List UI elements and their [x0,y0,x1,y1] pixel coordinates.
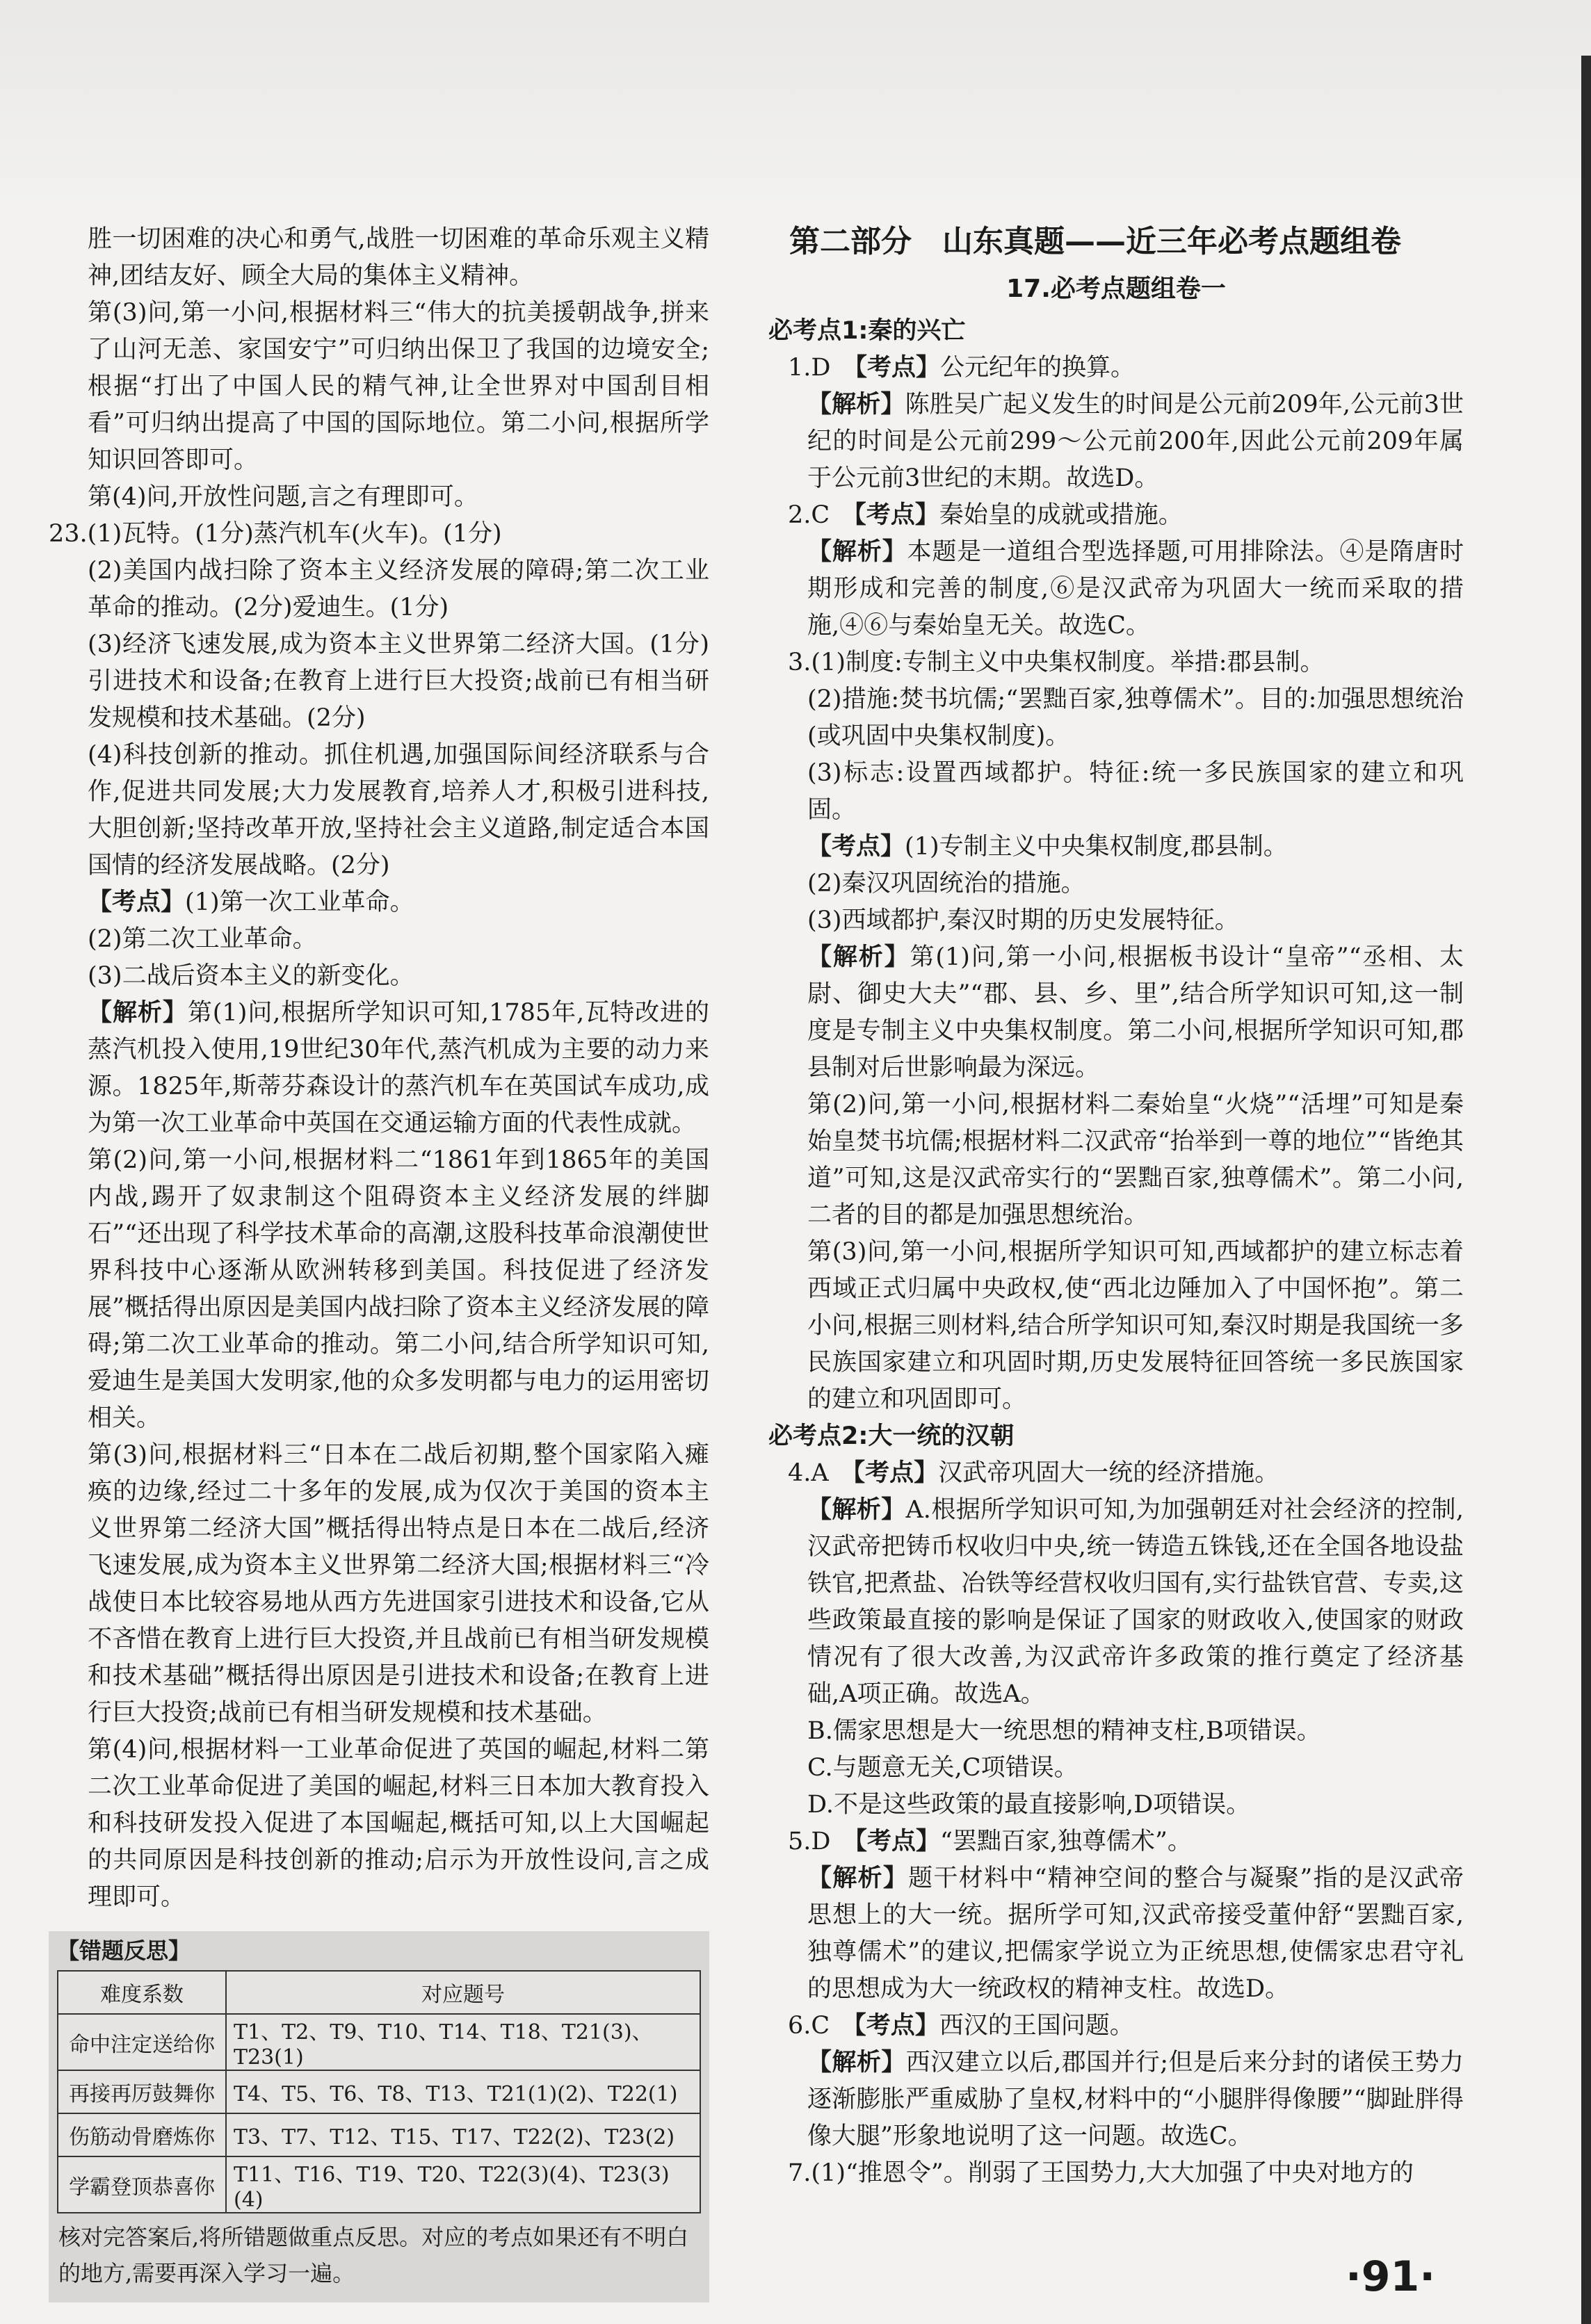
left-paragraph [49,1437,709,1732]
paragraph-text: 陈胜吴广起义发生的时间是公元前209年,公元前3世纪的时间是公元前299～公元前200年,因此公元前209年属于公元前3世纪的末期。故选D。 [807,391,1464,492]
right-column [768,221,1464,2192]
section-tag: 【解析】 [807,943,910,971]
right-paragraph [768,939,1464,1087]
paragraph-text: 西汉的王国问题。 [939,2012,1134,2040]
question-list-cell: T1、T2、T9、T10、T14、T18、T21(3)、T23(1) [226,2014,700,2070]
right-paragraph [768,681,1464,755]
question-list-cell: T3、T7、T12、T15、T17、T22(2)、T23(2) [226,2113,700,2156]
right-paragraph [768,2045,1464,2155]
paragraph-text: (2)秦汉巩固统治的措施。 [807,870,1085,897]
paragraph-text: 3.(1)制度:专制主义中央集权制度。举措:郡县制。 [788,649,1325,676]
paragraph-text: (1)第一次工业革命。 [185,888,414,916]
right-paragraph [768,497,1464,534]
paragraph-text: 7.(1)“推恩令”。削弱了王国势力,大大加强了中央对地方的 [788,2159,1414,2187]
left-paragraph [49,516,709,553]
paragraph-text: 题干材料中“精神空间的整合与凝聚”指的是汉武帝思想上的大一统。据所学可知,汉武帝接受董仲舒“罢黜百家,独尊儒术”的建议,把儒家学说立为正统思想,使儒家忠君守礼的思想成为大一统政权的精神支柱。故选D。 [807,1864,1464,2003]
question-number: 1.D [788,354,855,382]
reflection-title: 【错题反思】 [57,1937,191,1964]
top-margin-band [0,0,1591,209]
paragraph-text: 第(2)问,第一小问,根据材料二“1861年到1865年的美国内战,踢开了奴隶制这个阻碍资本主义经济发展的绊脚石”“还出现了科学技术革命的高潮,这股科技革命浪潮使世界科技中心逐渐从欧洲转移到美国。科技促进了经济发展”概括得出原因是美国内战扫除了资本主义经济发展的障碍;第二次工业革命的推动。第二小问,结合所学知识可知,爱迪生是美国大发明家,他的众多发明都与电力的运用密切相关。 [88,1146,709,1432]
right-paragraph [768,1750,1464,1787]
section-tag: 【考点】 [88,888,186,916]
table-row [58,2070,700,2113]
right-paragraph [768,1787,1464,1823]
paragraph-text: (1)专制主义中央集权制度,郡县制。 [905,833,1288,861]
section-tag: 【解析】 [807,1496,906,1524]
right-paragraph [768,350,1464,387]
key-point-heading: 必考点2:大一统的汉朝 [768,1422,1015,1450]
right-paragraph [768,644,1464,681]
paragraph-text: 第(1)问,根据所学知识可知,1785年,瓦特改进的蒸汽机投入使用,19世纪30年代,蒸汽机成为主要的动力来源。1825年,斯蒂芬森设计的蒸汽机车在英国试车成功,成为第一次工业革命中英国在交通运输方面的代表性成就。 [88,999,709,1137]
section-tag: 【考点】 [807,833,905,861]
paragraph-text: 第(3)问,第一小问,根据材料三“伟大的抗美援朝战争,拼来了山河无恙、家国安宁”可归纳出保卫了我国的边境安全;根据“打出了中国人民的精气神,让全世界对中国刮目相看”可归纳出提高了中国的国际地位。第二小问,根据所学知识回答即可。 [88,299,709,474]
part-title: 第二部分 山东真题——近三年必考点题组卷 [789,224,1401,259]
right-paragraph [768,387,1464,497]
paragraph-text: 西汉建立以后,郡国并行;但是后来分封的诸侯王势力逐渐膨胀严重威胁了皇权,材料中的“小腿胖得像腰”“脚趾胖得像大腿”形象地说明了这一问题。故选C。 [807,2049,1464,2150]
paragraph-text: (3)标志:设置西域都护。特征:统一多民族国家的建立和巩固。 [807,759,1464,824]
right-paragraph [768,755,1464,829]
left-paragraph [49,295,709,479]
left-paragraph [49,995,709,1142]
section-title: 17.必考点题组卷一 [1006,275,1226,303]
key-point-heading: 必考点1:秦的兴亡 [768,317,966,345]
right-paragraph [768,534,1464,644]
question-number: 6.C [788,2012,855,2040]
right-paragraph [768,1823,1464,1860]
paragraph-text: 第(3)问,根据材料三“日本在二战后初期,整个国家陷入瘫痪的边缘,经过二十多年的发展,成为仅次于美国的资本主义世界第二经济大国”概括得出特点是日本在二战后,经济飞速发展,成为资本主义世界第二经济大国;根据材料三“冷战使日本比较容易地从西方先进国家引进技术和设备,它从不吝惜在教育上进行巨大投资,并且战前已有相当研发规模和技术基础”概括得出原因是引进技术和设备;在教育上进行巨大投资;战前已有相当研发规模和技术基础。 [88,1441,709,1727]
section-tag: 【考点】 [854,501,939,529]
question-number: 2.C [788,501,855,529]
error-reflection-box [49,1931,709,2302]
question-list-cell: T4、T5、T6、T8、T13、T21(1)(2)、T22(1) [226,2070,700,2113]
left-paragraph [49,1732,709,1916]
right-paragraph [768,829,1464,866]
right-paragraph [768,1455,1464,1492]
page-number: ·91· [1346,2252,1436,2301]
right-paragraph [768,2155,1464,2192]
paragraph-text: (3)经济飞速发展,成为资本主义世界第二经济大国。(1分)引进技术和设备;在教育上进行巨大投资;战前已有相当研发规模和技术基础。(2分) [88,631,709,732]
difficulty-cell: 再接再厉鼓舞你 [58,2070,226,2113]
table-row [58,2014,700,2070]
left-paragraph [49,221,709,295]
paragraph-text: 第(3)问,第一小问,根据所学知识可知,西域都护的建立标志着西域正式归属中央政权,使“西北边陲加入了中国怀抱”。第二小问,根据三则材料,结合所学知识可知,秦汉时期是我国统一多民族国家建立和巩固时期,历史发展特征回答统一多民族国家的建立和巩固即可。 [807,1238,1464,1413]
left-paragraph [49,1142,709,1437]
column-header: 难度系数 [58,1971,226,2014]
section-tag: 【解析】 [807,538,907,566]
paragraph-text: 汉武帝巩固大一统的经济措施。 [938,1459,1279,1487]
paragraph-text: 23.(1)瓦特。(1分)蒸汽机车(火车)。(1分) [49,520,502,548]
paragraph-text: C.与题意无关,C项错误。 [807,1754,1079,1782]
left-paragraph [49,553,709,626]
left-paragraph [49,884,709,921]
right-paragraph [768,1492,1464,1713]
section-tag: 【解析】 [807,2049,906,2077]
question-number: 4.A [788,1459,853,1487]
reflection-note: 核对完答案后,将所错题做重点反思。对应的考点如果还有不明白的地方,需要再深入学习一遍。 [58,2224,689,2286]
right-content [768,313,1464,2192]
paragraph-text: (2)措施:焚书坑儒;“罢黜百家,独尊儒术”。目的:加强思想统治(或巩固中央集权制度)。 [807,685,1464,750]
section-tag: 【解析】 [807,391,905,419]
right-paragraph [768,866,1464,902]
paragraph-text: 第(1)问,第一小问,根据板书设计“皇帝”“丞相、太尉、御史大夫”“郡、县、乡、里”,结合所学知识可知,这一制度是专制主义中央集权制度。第二小问,根据所学知识可知,郡县制对后世影响最为深远。 [807,943,1464,1082]
section-tag: 【考点】 [854,2012,939,2040]
paragraph-text: (3)二战后资本主义的新变化。 [88,962,414,990]
paragraph-text: (4)科技创新的推动。抓住机遇,加强国际间经济联系与合作,促进共同发展;大力发展教育,培养人才,积极引进科技,大胆创新;坚持改革开放,坚持社会主义道路,制定适合本国国情的经济发展战略。(2分) [88,741,709,879]
difficulty-cell: 学霸登顶恭喜你 [58,2156,226,2213]
column-header: 对应题号 [226,1971,700,2014]
paragraph-text: (2)美国内战扫除了资本主义经济发展的障碍;第二次工业革命的推动。(2分)爱迪生。(1分) [88,557,709,621]
left-paragraph [49,626,709,737]
paragraph-text: A.根据所学知识可知,为加强朝廷对社会经济的控制,汉武帝把铸币权收归中央,统一铸造五铢钱,还在全国各地设盐铁官,把煮盐、冶铁等经营权收归国有,实行盐铁官营、专卖,这些政策最直接的影响是保证了国家的财政收入,使国家的财政情况有了很大改善,为汉武帝许多政策的推行奠定了经济基础,A项正确。故选A。 [807,1496,1464,1708]
paragraph-text: 第(4)问,开放性问题,言之有理即可。 [88,483,478,511]
paragraph-text: 秦始皇的成就或措施。 [939,501,1183,529]
right-paragraph [768,1087,1464,1234]
reflection-table [57,1970,701,2213]
left-column [49,221,709,2302]
left-paragraph [49,737,709,884]
paragraph-text: B.儒家思想是大一统思想的精神支柱,B项错误。 [807,1717,1321,1745]
page-edge-shadow [1581,56,1591,2324]
right-paragraph [768,2008,1464,2045]
table-row [58,2113,700,2156]
paragraph-text: 第(4)问,根据材料一工业革命促进了英国的崛起,材料二第二次工业革命促进了美国的崛起,材料三日本加大教育投入和科技研发投入促进了本国崛起,概括可知,以上大国崛起的共同原因是科技创新的推动;启示为开放性设问,言之成理即可。 [88,1736,709,1911]
right-paragraph [768,1234,1464,1418]
paragraph-text: 胜一切困难的决心和勇气,战胜一切困难的革命乐观主义精神,团结友好、顾全大局的集体主义精神。 [88,225,709,290]
paragraph-text: (3)西域都护,秦汉时期的历史发展特征。 [807,907,1239,934]
section-tag: 【解析】 [88,999,188,1027]
table-row [58,2156,700,2213]
right-paragraph [768,902,1464,939]
left-paragraph [49,479,709,516]
right-paragraph [768,1713,1464,1750]
question-list-cell: T11、T16、T19、T20、T22(3)(4)、T23(3)(4) [226,2156,700,2213]
left-paragraph [49,921,709,958]
difficulty-cell: 命中注定送给你 [58,2014,226,2070]
left-paragraph [49,958,709,995]
paragraph-text: 第(2)问,第一小问,根据材料二秦始皇“火烧”“活埋”可知是秦始皇焚书坑儒;根据材料二汉武帝“抬举到一尊的地位”“皆绝其道”可知,这是汉武帝实行的“罢黜百家,独尊儒术”。第二小问,二者的目的都是加强思想统治。 [807,1091,1464,1229]
paragraph-text: D.不是这些政策的最直接影响,D项错误。 [807,1791,1251,1819]
right-paragraph [768,1860,1464,2008]
paragraph-text: (2)第二次工业革命。 [88,925,317,953]
paragraph-text: 本题是一道组合型选择题,可用排除法。④是隋唐时期形成和完善的制度,⑥是汉武帝为巩固大一统而采取的措施,④⑥与秦始皇无关。故选C。 [807,538,1464,640]
paragraph-text: “罢黜百家,独尊儒术”。 [939,1828,1192,1855]
paragraph-text: 公元纪年的换算。 [939,354,1135,382]
section-tag: 【考点】 [855,1828,940,1855]
section-tag: 【解析】 [807,1864,909,1892]
section-tag: 【考点】 [853,1459,939,1487]
question-number: 5.D [788,1828,855,1855]
table-header-row [58,1971,700,2014]
difficulty-cell: 伤筋动骨磨炼你 [58,2113,226,2156]
section-tag: 【考点】 [855,354,940,382]
